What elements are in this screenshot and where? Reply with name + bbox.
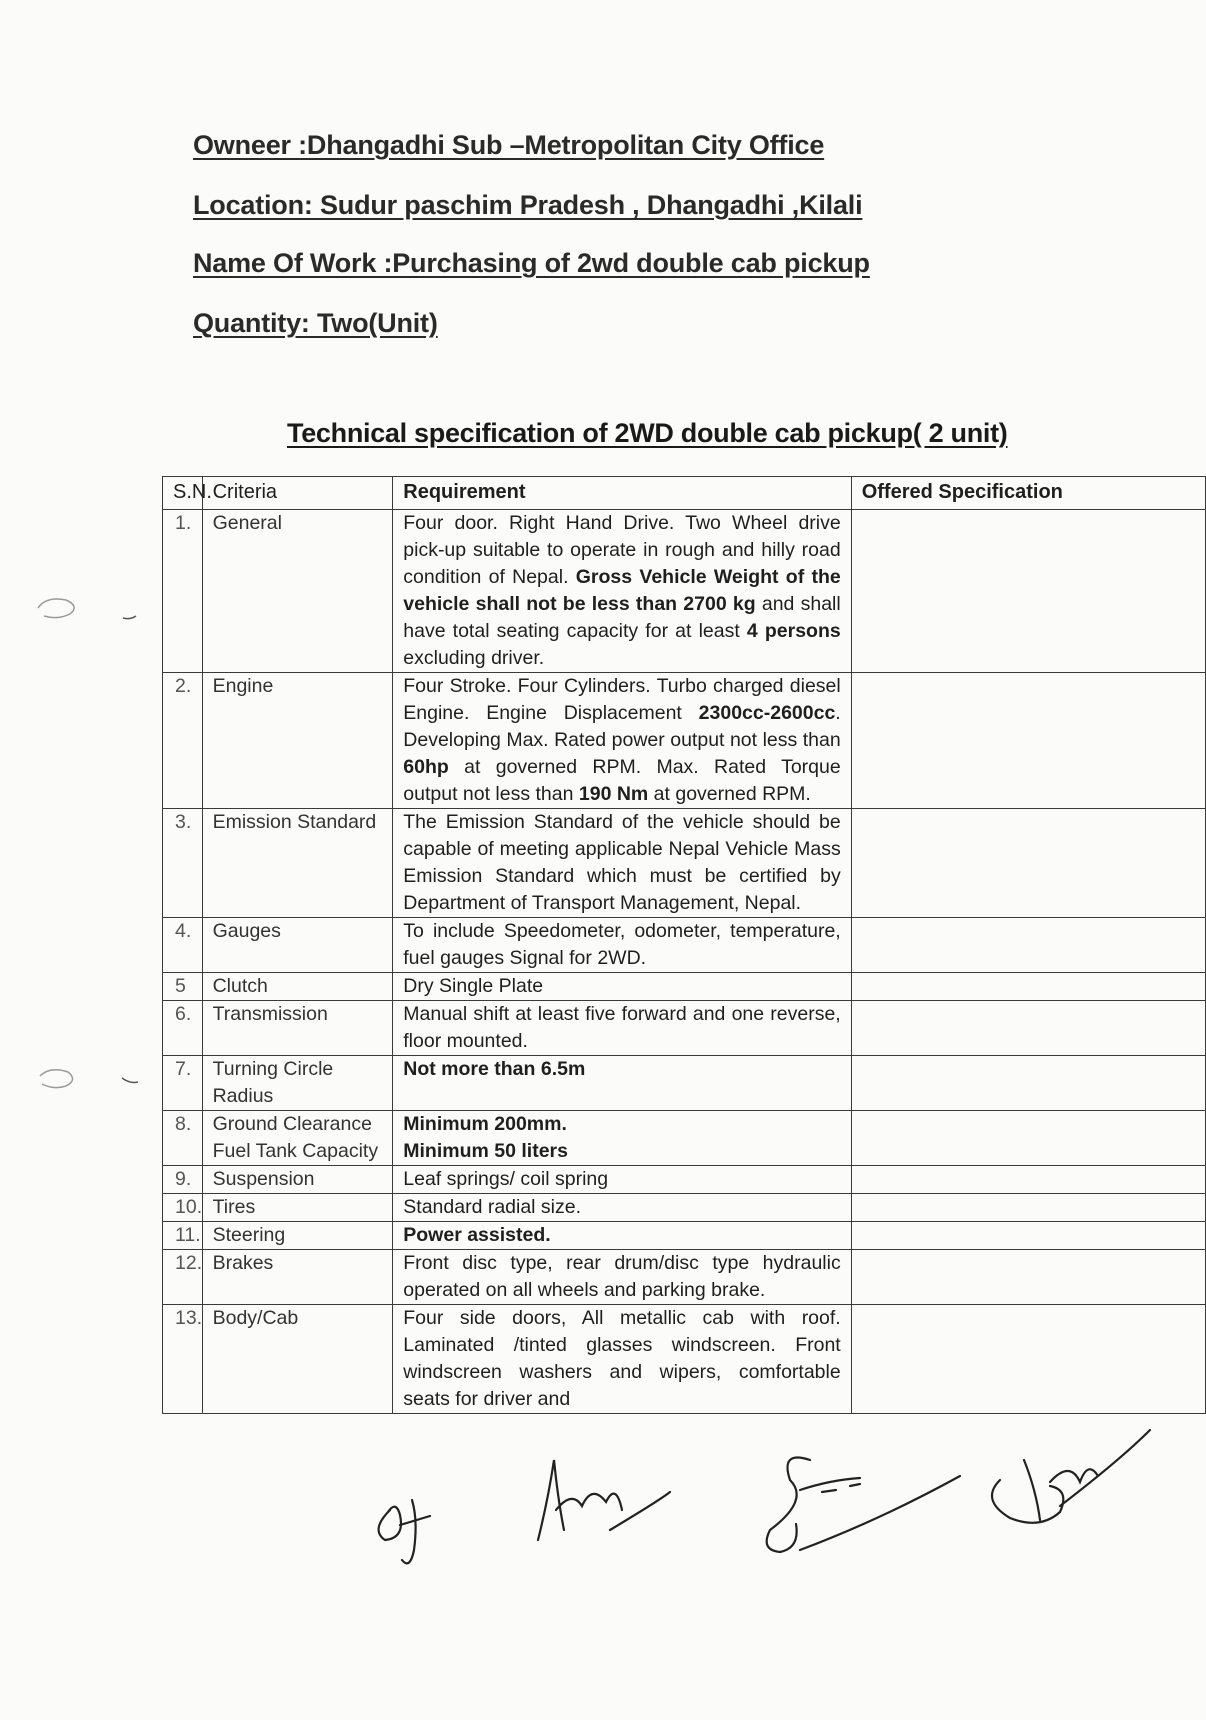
table-row — [163, 673, 1206, 809]
row-offered-specification — [851, 1222, 1205, 1250]
name-of-work-line: Name Of Work :Purchasing of 2wd double cab pickup — [193, 248, 870, 278]
req-text: Four Stroke. Four Cylinders. Turbo charged diesel Engine. Engine Displacement — [403, 675, 841, 724]
row-requirement: Four side doors, All metallic cab with roof. Laminated /tinted glasses windscreen. Front windscreen washers and wipers, comfortable seats for driver and — [393, 1305, 851, 1414]
req-text: . Developing Max. Rated power output not less than — [403, 702, 841, 751]
row-criteria: Tires — [202, 1194, 393, 1222]
row-offered-specification — [851, 1305, 1205, 1414]
req-text: Four door. Right Hand Drive. Two Wheel drive pick-up suitable to operate in rough and hilly road condition of Nepal. — [403, 512, 841, 588]
row-offered-specification — [851, 1194, 1205, 1222]
table-row — [163, 918, 1206, 973]
row-offered-specification — [851, 1166, 1205, 1194]
row-sn: 4. — [163, 918, 203, 973]
criteria-fuel-tank-capacity: Fuel Tank Capacity — [212, 1140, 379, 1162]
row-sn: 2. — [163, 673, 203, 809]
table-row — [163, 1222, 1206, 1250]
row-requirement: Front disc type, rear drum/disc type hydraulic operated on all wheels and parking brake. — [393, 1250, 851, 1305]
row-requirement: Not more than 6.5m — [393, 1056, 851, 1111]
row-sn: 10. — [163, 1194, 203, 1222]
signature-2 — [538, 1460, 670, 1540]
row-criteria: Suspension — [202, 1166, 393, 1194]
row-requirement: Standard radial size. — [393, 1194, 851, 1222]
table-row — [163, 973, 1206, 1001]
row-requirement — [393, 673, 851, 809]
signature-4 — [992, 1430, 1150, 1523]
table-row — [163, 1001, 1206, 1056]
punch-hole-mark — [18, 588, 138, 628]
row-offered-specification — [851, 1056, 1205, 1111]
row-requirement — [393, 510, 851, 673]
row-offered-specification — [851, 809, 1205, 918]
req-bold-text: Gross Vehicle Weight of the vehicle shall not be less than 2700 kg — [403, 566, 841, 615]
table-row — [163, 1166, 1206, 1194]
table-row — [163, 1111, 1206, 1166]
row-requirement: To include Speedometer, odometer, temperature, fuel gauges Signal for 2WD. — [393, 918, 851, 973]
row-sn: 7. — [163, 1056, 203, 1111]
signature-1 — [379, 1500, 430, 1563]
table-row — [163, 510, 1206, 673]
quantity-line: Quantity: Two(Unit) — [193, 308, 438, 338]
row-sn: 9. — [163, 1166, 203, 1194]
req-text: and shall have total seating capacity for at least — [403, 593, 841, 642]
table-row — [163, 1305, 1206, 1414]
table-row — [163, 1194, 1206, 1222]
row-criteria: Clutch — [202, 973, 393, 1001]
row-requirement: Dry Single Plate — [393, 973, 851, 1001]
row-sn: 1. — [163, 510, 203, 673]
row-sn: 8. — [163, 1111, 203, 1166]
row-offered-specification — [851, 973, 1205, 1001]
row-requirement: Leaf springs/ coil spring — [393, 1166, 851, 1194]
row-sn: 12. — [163, 1250, 203, 1305]
row-sn: 3. — [163, 809, 203, 918]
row-requirement: Power assisted. — [393, 1222, 851, 1250]
row-requirement: Manual shift at least five forward and one reverse, floor mounted. — [393, 1001, 851, 1056]
row-criteria: General — [202, 510, 393, 673]
table-row — [163, 1056, 1206, 1111]
header-requirement: Requirement — [393, 477, 851, 510]
punch-hole-mark — [18, 1058, 138, 1098]
row-offered-specification — [851, 1111, 1205, 1166]
row-sn: 13. — [163, 1305, 203, 1414]
req-text: at governed RPM. Max. Rated Torque output not less than — [403, 756, 841, 805]
row-criteria — [202, 1111, 393, 1166]
row-sn: 11. — [163, 1222, 203, 1250]
owner-line: Owneer :Dhangadhi Sub –Metropolitan City Office — [193, 130, 825, 160]
req-bold-text: 190 Nm — [578, 783, 649, 805]
row-offered-specification — [851, 673, 1205, 809]
location-line: Location: Sudur paschim Pradesh , Dhangadhi ,Kilali — [193, 190, 863, 220]
row-offered-specification — [851, 510, 1205, 673]
row-criteria: Gauges — [202, 918, 393, 973]
req-text: excluding driver. — [403, 647, 545, 669]
req-bold-text: 60hp — [403, 756, 449, 778]
row-requirement: The Emission Standard of the vehicle should be capable of meeting applicable Nepal Vehicle Mass Emission Standard which must be certified by Department of Transport Management, Nepal. — [393, 809, 851, 918]
row-offered-specification — [851, 1250, 1205, 1305]
row-criteria: Body/Cab — [202, 1305, 393, 1414]
row-criteria: Emission Standard — [202, 809, 393, 918]
signatures-area — [360, 1420, 1180, 1620]
row-criteria: Steering — [202, 1222, 393, 1250]
req-ground-clearance: Minimum 200mm. — [403, 1113, 567, 1135]
header-criteria: Criteria — [202, 477, 393, 510]
document-title: Technical specification of 2WD double cab pickup( 2 unit) — [287, 418, 1008, 448]
req-bold-text: 4 persons — [746, 620, 841, 642]
row-sn: 5 — [163, 973, 203, 1001]
specification-table — [162, 476, 1206, 1414]
req-bold-text: 2300cc-2600cc — [698, 702, 836, 724]
req-fuel-tank-capacity: Minimum 50 liters — [403, 1140, 568, 1162]
row-criteria: Brakes — [202, 1250, 393, 1305]
row-requirement — [393, 1111, 851, 1166]
table-header-row — [163, 477, 1206, 510]
req-text: at governed RPM. — [648, 783, 811, 805]
header-sn: S.N. — [163, 477, 203, 510]
row-criteria: Engine — [202, 673, 393, 809]
table-row — [163, 809, 1206, 918]
signature-3 — [767, 1458, 960, 1553]
table-row — [163, 1250, 1206, 1305]
row-offered-specification — [851, 918, 1205, 973]
row-sn: 6. — [163, 1001, 203, 1056]
row-criteria: Transmission — [202, 1001, 393, 1056]
row-offered-specification — [851, 1001, 1205, 1056]
row-criteria: Turning Circle Radius — [202, 1056, 393, 1111]
criteria-ground-clearance: Ground Clearance — [212, 1113, 372, 1135]
header-offered-specification: Offered Specification — [851, 477, 1205, 510]
